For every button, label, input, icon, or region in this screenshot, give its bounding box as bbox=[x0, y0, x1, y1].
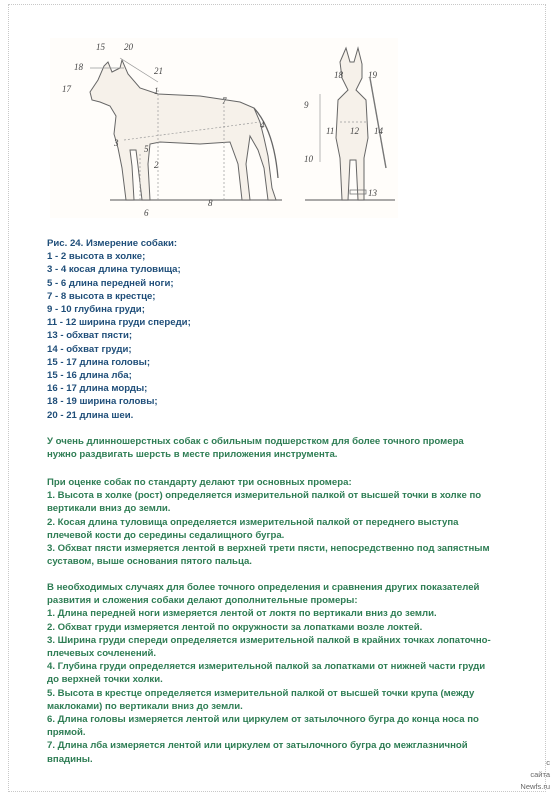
paragraph-line: вертикали вниз до земли. bbox=[47, 503, 171, 515]
dog-measurement-drawing bbox=[50, 38, 398, 218]
watermark-line: с bbox=[546, 758, 550, 767]
figure-label: 11 bbox=[326, 126, 335, 136]
figure-label: 3 bbox=[114, 138, 119, 148]
figure-label: 21 bbox=[154, 66, 163, 76]
caption-item: 1 - 2 высота в холке; bbox=[47, 251, 146, 263]
paragraph-line: суставом, выше основания пятого пальца. bbox=[47, 556, 252, 568]
caption-item: 18 - 19 ширина головы; bbox=[47, 396, 158, 408]
paragraph-additional-measurements bbox=[47, 581, 522, 766]
site-watermark bbox=[510, 757, 550, 793]
figure-label: 15 bbox=[96, 42, 105, 52]
watermark-line: сайта bbox=[530, 770, 550, 779]
paragraph-line: 2. Обхват груди измеряется лентой по окружности за лопатками возле локтей. bbox=[47, 621, 423, 633]
watermark-line: Newfs.ru bbox=[520, 782, 550, 791]
caption-item: 14 - обхват груди; bbox=[47, 343, 132, 355]
figure-label: 14 bbox=[374, 126, 383, 136]
figure-label: 4 bbox=[260, 120, 265, 130]
paragraph-line: до верхней точки холки. bbox=[47, 674, 163, 686]
figure-label: 7 bbox=[222, 96, 227, 106]
caption-list bbox=[47, 250, 522, 422]
paragraph-line: 6. Длина головы измеряется лентой или циркулем от затылочного бугра до конца носа по bbox=[47, 714, 479, 726]
paragraph-line: впадины. bbox=[47, 753, 93, 765]
caption-item: 13 - обхват пясти; bbox=[47, 330, 133, 342]
paragraph-line: 3. Обхват пясти измеряется лентой в верхней трети пясти, непосредственно под запястным bbox=[47, 543, 490, 555]
paragraph-line: развития и сложения собаки делают дополнительные промеры: bbox=[47, 595, 358, 607]
measuring-stick bbox=[370, 78, 386, 168]
caption-title: Рис. 24. Измерение собаки: bbox=[47, 238, 178, 249]
paragraph-line: плечевой кости до середины седалищного бугра. bbox=[47, 529, 285, 541]
caption-item: 5 - 6 длина передней ноги; bbox=[47, 277, 174, 289]
paragraph-longhair-note bbox=[47, 435, 522, 461]
paragraph-line: 3. Ширина груди спереди определяется измерительной палкой в крайних точках лопаточно- bbox=[47, 634, 491, 646]
paragraph-line: В необходимых случаях для более точного определения и сравнения других показателей bbox=[47, 582, 480, 593]
paragraph-line: прямой. bbox=[47, 727, 86, 739]
paragraph-line: 7. Длина лба измеряется лентой или циркулем от затылочного бугра до межглазничной bbox=[47, 740, 468, 752]
paragraph-line: 4. Глубина груди определяется измерительной палкой за лопатками от нижней части груди bbox=[47, 661, 486, 673]
paragraph-line: 1. Длина передней ноги измеряется лентой от локтя по вертикали вниз до земли. bbox=[47, 608, 437, 620]
paragraph-line: нужно раздвигать шерсть в месте приложения инструмента. bbox=[47, 449, 338, 461]
figure-label: 5 bbox=[144, 144, 149, 154]
caption-item: 15 - 16 длина лба; bbox=[47, 370, 132, 382]
paragraph-line: плечевых сочленений. bbox=[47, 648, 157, 660]
figure-caption bbox=[47, 237, 522, 422]
figure-label: 18 bbox=[74, 62, 83, 72]
paragraph-line: 2. Косая длина туловища определяется измерительной палкой от переднего выступа bbox=[47, 516, 459, 528]
figure-label: 17 bbox=[62, 84, 71, 94]
figure-label: 8 bbox=[208, 198, 213, 208]
paragraph-line: 1. Высота в холке (рост) определяется измерительной палкой от высшей точки в холке по bbox=[47, 490, 482, 502]
paragraph-line: 5. Высота в крестце определяется измерительной палкой от высшей точки крупа (между bbox=[47, 687, 475, 699]
paragraph-line: маклоками) по вертикали вниз до земли. bbox=[47, 700, 243, 712]
dog-measurement-illustration bbox=[50, 38, 398, 218]
figure-label: 2 bbox=[154, 160, 159, 170]
caption-item: 3 - 4 косая длина туловища; bbox=[47, 264, 181, 276]
figure-label: 10 bbox=[304, 154, 313, 164]
caption-item: 7 - 8 высота в крестце; bbox=[47, 290, 156, 302]
caption-item: 20 - 21 длина шеи. bbox=[47, 409, 134, 421]
figure-label: 19 bbox=[368, 70, 377, 80]
figure-label: 1 bbox=[154, 86, 159, 96]
caption-item: 15 - 17 длина головы; bbox=[47, 356, 151, 368]
side-dog-outline bbox=[90, 60, 276, 200]
figure-label: 13 bbox=[368, 188, 377, 198]
figure-label: 12 bbox=[350, 126, 359, 136]
caption-item: 9 - 10 глубина груди; bbox=[47, 304, 145, 316]
figure-label: 6 bbox=[144, 208, 149, 218]
paragraph-line: У очень длинношерстных собак с обильным подшерстком для более точного промера bbox=[47, 436, 464, 447]
caption-item: 16 - 17 длина морды; bbox=[47, 383, 148, 395]
paragraph-line: При оценке собак по стандарту делают три основных промера: bbox=[47, 477, 352, 488]
paragraph-main-measurements bbox=[47, 476, 522, 568]
figure-label: 9 bbox=[304, 100, 309, 110]
figure-label: 20 bbox=[124, 42, 133, 52]
caption-item: 11 - 12 ширина груди спереди; bbox=[47, 317, 191, 329]
figure-label: 18 bbox=[334, 70, 343, 80]
